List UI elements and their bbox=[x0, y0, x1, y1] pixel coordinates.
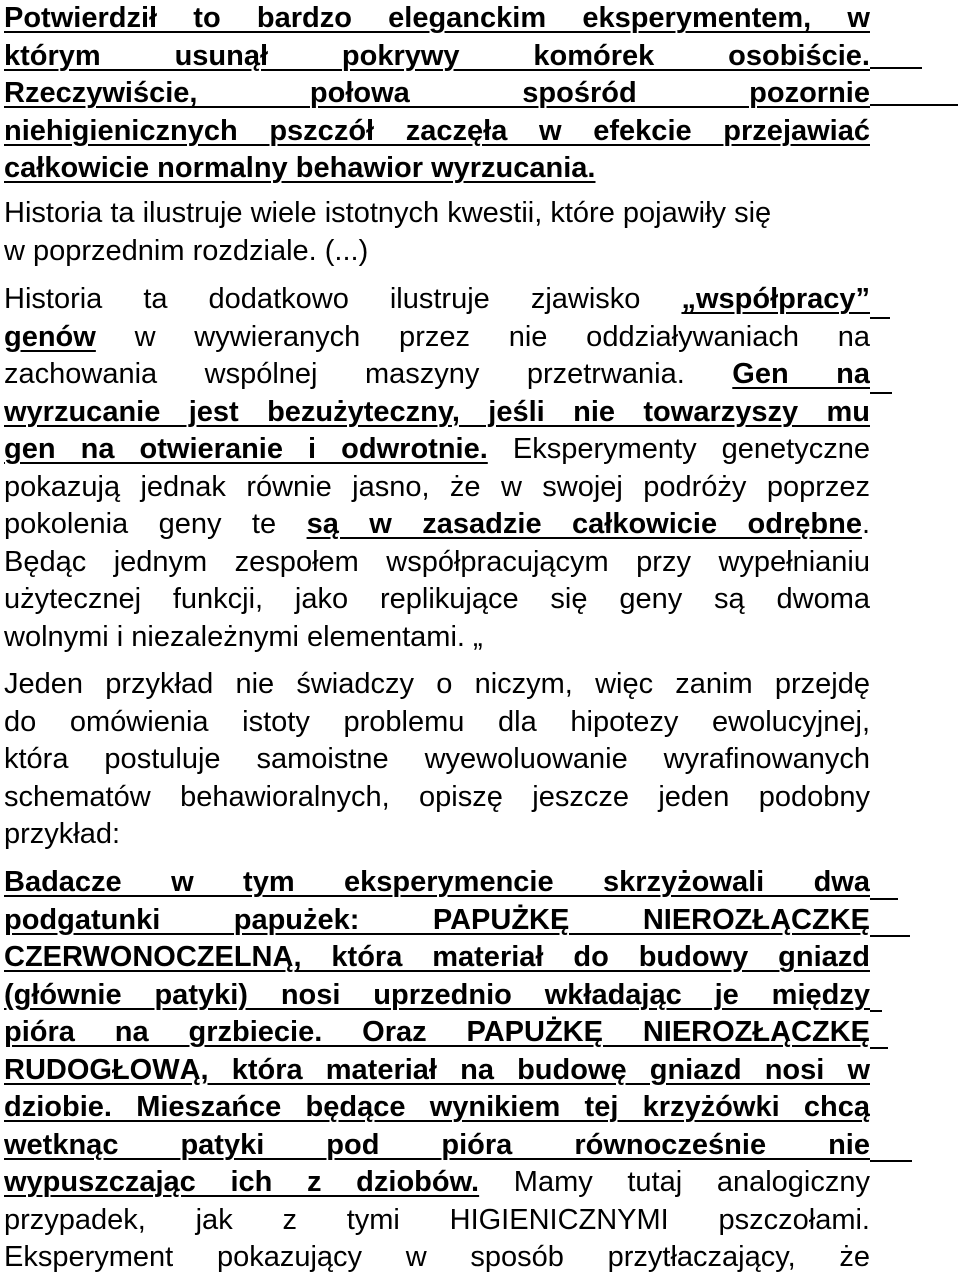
text-line: przykład: bbox=[4, 818, 121, 850]
text-line bbox=[4, 356, 870, 394]
paragraph-3 bbox=[4, 281, 870, 656]
text-line: Historia ta ilustruje wiele istotnych kwestii, które pojawiły się bbox=[4, 197, 772, 229]
text-line: przypadek, jak z tymi HIGIENICZNYMI pszczołami. bbox=[4, 1203, 870, 1236]
text-run: w wywieranych przez nie oddziaływaniach na bbox=[134, 320, 870, 353]
text-line: wyrzucanie jest bezużyteczny, jeśli nie towarzyszy mu bbox=[4, 395, 870, 428]
underline-tail bbox=[870, 1047, 888, 1049]
text-line: całkowicie normalny behawior wyrzucania. bbox=[4, 152, 596, 184]
text-run: pokolenia geny te bbox=[4, 508, 277, 540]
text-line bbox=[4, 506, 870, 544]
text-run: Eksperymenty genetyczne bbox=[512, 433, 870, 465]
paragraph-2 bbox=[4, 195, 870, 270]
emphasis-run: Gen na bbox=[732, 358, 870, 390]
text-line: pokazują jednak równie jasno, że w swojej podróży poprzez bbox=[4, 470, 870, 503]
text-line: Potwierdził to bardzo eleganckim eksperymentem, w bbox=[4, 2, 870, 34]
text-line: dziobie. Mieszańce będące wynikiem tej krzyżówki chcą bbox=[4, 1091, 870, 1123]
text-line: pióra na grzbiecie. Oraz PAPUŻKĘ NIEROZŁĄCZKĘ bbox=[4, 1016, 870, 1048]
text-line: schematów behawioralnych, opiszę jeszcze jeden podobny bbox=[4, 780, 870, 813]
underline-tail bbox=[870, 104, 958, 106]
emphasis-run: są w zasadzie całkowicie odrębne bbox=[306, 508, 862, 540]
text-line: w poprzednim rozdziale. (...) bbox=[4, 234, 369, 267]
emphasis-run: genów bbox=[4, 320, 96, 353]
text-line: RUDOGŁOWĄ, która materiał na budowę gniazd nosi w bbox=[4, 1053, 870, 1086]
text-run: zachowania wspólnej maszyny przetrwania. bbox=[4, 358, 685, 390]
text-line: do omówienia istoty problemu dla hipotezy ewolucyjnej, bbox=[4, 705, 870, 738]
text-line: która postuluje samoistne wyewoluowanie wyrafinowanych bbox=[4, 743, 870, 775]
underline-tail bbox=[870, 317, 890, 319]
text-line: użytecznej funkcji, jako replikujące się geny są dwoma bbox=[4, 583, 870, 615]
emphasis-run: „współpracy” bbox=[681, 283, 870, 315]
underline-tail bbox=[870, 1010, 882, 1012]
text-line: którym usunął pokrywy komórek osobiście. bbox=[4, 39, 870, 72]
text-line bbox=[4, 431, 870, 469]
underline-tail bbox=[870, 898, 898, 900]
text-line: niehigienicznych pszczół zaczęła w efekcie przejawiać bbox=[4, 114, 870, 147]
text-line: Badacze w tym eksperymencie skrzyżowali dwa bbox=[4, 866, 870, 898]
text-line: Eksperyment pokazujący w sposób przytłaczający, że bbox=[4, 1241, 870, 1273]
underline-tail bbox=[870, 935, 910, 937]
paragraph-1 bbox=[4, 0, 870, 188]
text-line: Rzeczywiście, połowa spośród pozornie bbox=[4, 77, 870, 109]
emphasis-run: gen na otwieranie i odwrotnie. bbox=[4, 433, 488, 465]
paragraph-4 bbox=[4, 666, 870, 854]
text-line: wolnymi i niezależnymi elementami. „ bbox=[4, 620, 483, 653]
text-line bbox=[4, 319, 870, 357]
underline-tail bbox=[870, 392, 892, 394]
paragraph-5 bbox=[4, 864, 870, 1277]
text-line: podgatunki papużek: PAPUŻKĘ NIEROZŁĄCZKĘ bbox=[4, 903, 870, 936]
text-line: CZERWONOCZELNĄ, która materiał do budowy gniazd bbox=[4, 941, 870, 973]
underline-tail bbox=[870, 1160, 912, 1162]
text-line: wetknąc patyki pod pióra równocześnie nie bbox=[4, 1128, 870, 1161]
text-run: . bbox=[861, 508, 870, 540]
text-line: (głównie patyki) nosi uprzednio wkładając je między bbox=[4, 978, 870, 1011]
text-line bbox=[4, 281, 870, 319]
text-line: Jeden przykład nie świadczy o niczym, więc zanim przejdę bbox=[4, 668, 870, 700]
text-run: Mamy tutaj analogiczny bbox=[513, 1166, 870, 1198]
text-line: Będąc jednym zespołem współpracującym przy wypełnianiu bbox=[4, 545, 870, 578]
underline-tail bbox=[870, 67, 922, 69]
emphasis-run: wypuszczając ich z dziobów. bbox=[4, 1166, 480, 1198]
text-run: Historia ta dodatkowo ilustruje zjawisko bbox=[4, 283, 641, 315]
text-line bbox=[4, 1164, 870, 1202]
